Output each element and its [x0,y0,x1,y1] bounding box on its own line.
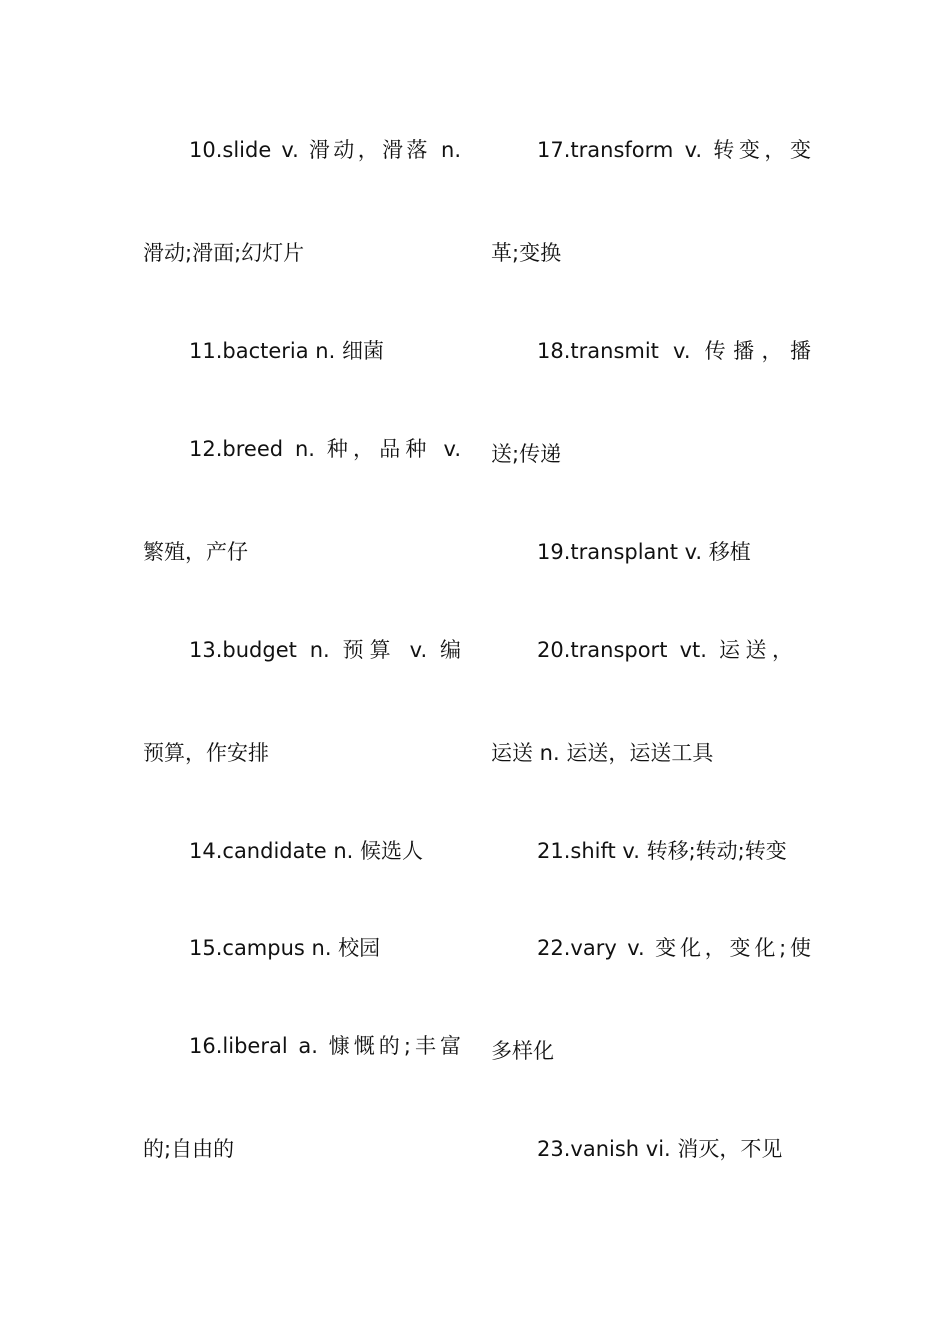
vocab-entry-budget-cont: 预算，作安排 [143,741,269,765]
vocab-entry-transform: 17.transform v. 转变，变 [537,138,811,162]
vocab-entry-transport: 20.transport vt. 运送， [537,638,793,662]
vocab-entry-transplant: 19.transplant v. 移植 [537,540,751,564]
vocab-entry-vary: 22.vary v. 变化，变化;使 [537,936,811,960]
vocab-entry-campus: 15.campus n. 校园 [189,936,381,960]
vocab-entry-vary-cont: 多样化 [491,1039,554,1063]
vocab-entry-transmit-cont: 送;传递 [491,442,562,466]
right-column [491,0,811,1344]
left-column [143,0,461,1344]
vocab-entry-breed: 12.breed n. 种，品种 v. [189,437,461,461]
vocab-entry-transform-cont: 革;变换 [491,241,562,265]
vocab-entry-breed-cont: 繁殖，产仔 [143,540,248,564]
vocab-entry-shift: 21.shift v. 转移;转动;转变 [537,839,787,863]
vocab-entry-transmit: 18.transmit v. 传播，播 [537,339,811,363]
vocab-entry-budget: 13.budget n. 预算 v. 编 [189,638,461,662]
vocab-entry-transport-cont: 运送 n. 运送，运送工具 [491,741,714,765]
vocab-entry-candidate: 14.candidate n. 候选人 [189,839,423,863]
vocab-entry-liberal: 16.liberal a. 慷慨的;丰富 [189,1034,461,1058]
vocab-entry-liberal-cont: 的;自由的 [143,1137,235,1161]
vocab-entry-slide-cont: 滑动;滑面;幻灯片 [143,241,305,265]
vocab-entry-slide: 10.slide v. 滑动，滑落 n. [189,138,461,162]
vocab-entry-bacteria: 11.bacteria n. 细菌 [189,339,384,363]
vocab-entry-vanish: 23.vanish vi. 消灭，不见 [537,1137,783,1161]
